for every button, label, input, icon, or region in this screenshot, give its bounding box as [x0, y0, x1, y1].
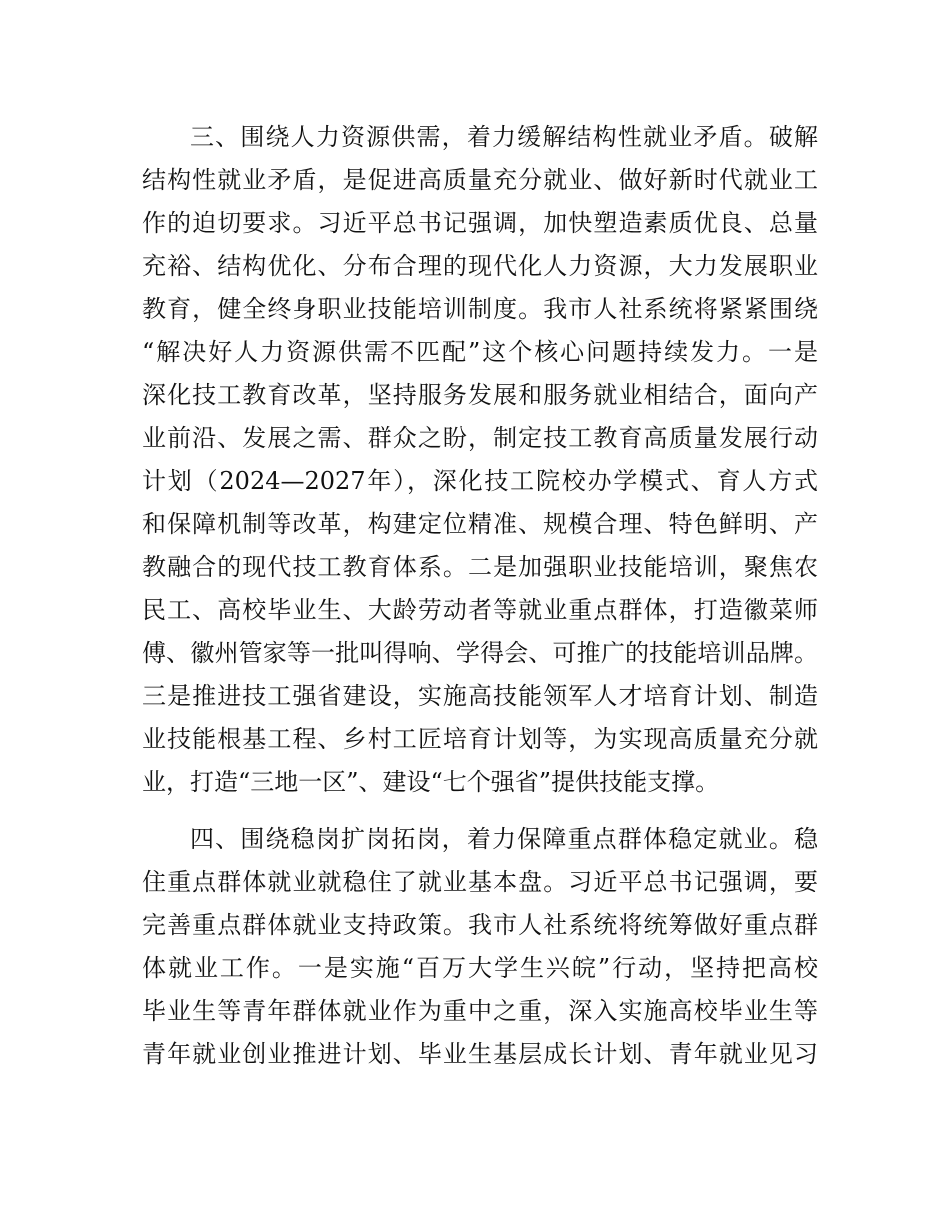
paragraph-line: 和保障机制等改革，构建定位精准、规模合理、特色鲜明、产 [142, 510, 818, 538]
paragraph-line: 体就业工作。一是实施“百万大学生兴皖”行动，坚持把高校 [142, 954, 818, 982]
paragraph-line: 深化技工教育改革，坚持服务发展和服务就业相结合，面向产 [142, 381, 818, 409]
paragraph-line: 毕业生等青年群体就业作为重中之重，深入实施高校毕业生等 [142, 997, 818, 1025]
paragraph-line: 计划（2024—2027年），深化技工院校办学模式、育人方式 [142, 467, 818, 495]
paragraph-line: 结构性就业矛盾，是促进高质量充分就业、做好新时代就业工 [142, 166, 818, 194]
paragraph-line: 业前沿、发展之需、群众之盼，制定技工教育高质量发展行动 [142, 424, 818, 452]
paragraph-spacer [142, 804, 818, 818]
paragraph-line: 青年就业创业推进计划、毕业生基层成长计划、青年就业见习 [142, 1040, 818, 1068]
paragraph-line: “解决好人力资源供需不匹配”这个核心问题持续发力。一是 [142, 338, 818, 366]
paragraph-line: 作的迫切要求。习近平总书记强调，加快塑造素质优良、总量 [142, 209, 818, 237]
paragraph-section-four [142, 818, 818, 1076]
paragraph-line: 四、围绕稳岗扩岗拓岗，着力保障重点群体稳定就业。稳 [190, 825, 818, 853]
paragraph-section-three [142, 116, 818, 804]
document-body [142, 116, 818, 1076]
paragraph-line: 充裕、结构优化、分布合理的现代化人力资源，大力发展职业 [142, 252, 818, 280]
paragraph-line: 三是推进技工强省建设，实施高技能领军人才培育计划、制造 [142, 682, 818, 710]
paragraph-line: 教育，健全终身职业技能培训制度。我市人社系统将紧紧围绕 [142, 295, 818, 323]
paragraph-line: 民工、高校毕业生、大龄劳动者等就业重点群体，打造徽菜师 [142, 596, 818, 624]
paragraph-line: 完善重点群体就业支持政策。我市人社系统将统筹做好重点群 [142, 911, 818, 939]
paragraph-line: 住重点群体就业就稳住了就业基本盘。习近平总书记强调，要 [142, 868, 818, 896]
paragraph-line: 傅、徽州管家等一批叫得响、学得会、可推广的技能培训品牌。 [142, 639, 818, 667]
paragraph-line: 三、围绕人力资源供需，着力缓解结构性就业矛盾。破解 [190, 123, 818, 151]
paragraph-line: 业技能根基工程、乡村工匠培育计划等，为实现高质量充分就 [142, 725, 818, 753]
paragraph-line: 教融合的现代技工教育体系。二是加强职业技能培训，聚焦农 [142, 553, 818, 581]
paragraph-line: 业，打造“三地一区”、建设“七个强省”提供技能支撑。 [142, 768, 720, 796]
